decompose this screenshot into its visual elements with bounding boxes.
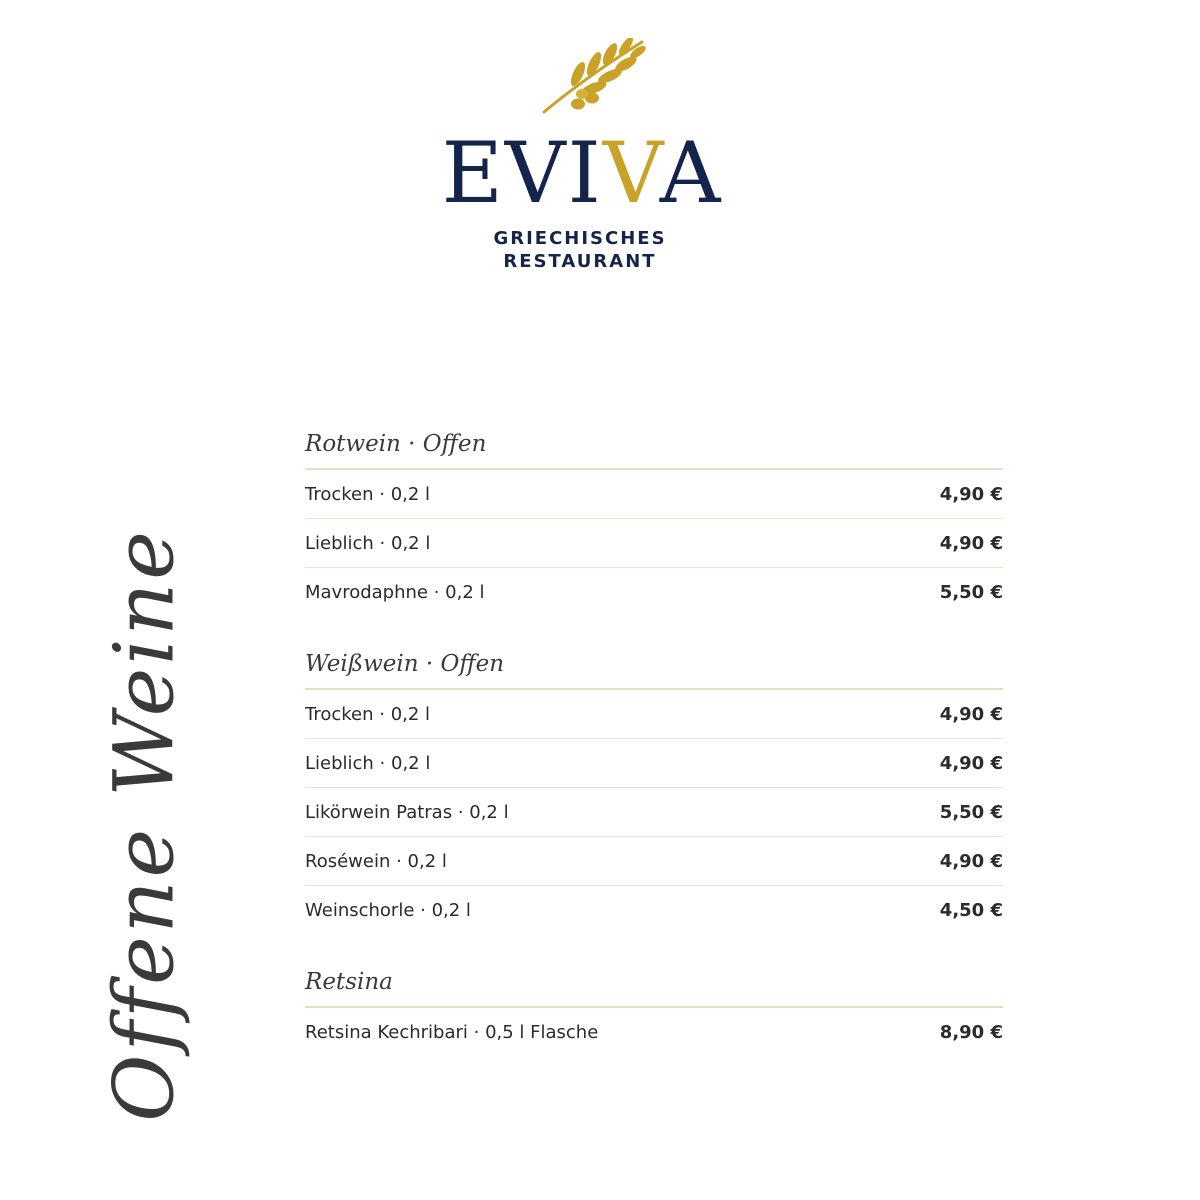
- menu-item: [305, 739, 1003, 788]
- brand-subtitle-line1: GRIECHISCHES: [493, 228, 667, 249]
- item-price: 4,90 €: [939, 850, 1003, 872]
- section-title: Weißwein · Offen: [305, 640, 1003, 690]
- item-name: Lieblich · 0,2 l: [305, 752, 431, 774]
- item-name: Likörwein Patras · 0,2 l: [305, 801, 509, 823]
- side-title: Offene Weine: [97, 528, 193, 1122]
- item-price: 4,90 €: [939, 483, 1003, 505]
- section-rotwein: [305, 420, 1003, 616]
- brand-accent-letter: V: [602, 124, 660, 222]
- menu-item: [305, 1008, 1003, 1056]
- brand-name: [0, 124, 1164, 222]
- item-name: Mavrodaphne · 0,2 l: [305, 581, 485, 603]
- item-name: Weinschorle · 0,2 l: [305, 899, 471, 921]
- item-name: Trocken · 0,2 l: [305, 483, 431, 505]
- olive-branch-icon: [538, 38, 648, 116]
- section-title: Retsina: [305, 958, 1003, 1008]
- brand-main: EVI: [441, 124, 603, 222]
- item-name: Roséwein · 0,2 l: [305, 850, 447, 872]
- item-price: 4,90 €: [939, 703, 1003, 725]
- brand-end: A: [659, 124, 723, 222]
- menu-item: [305, 470, 1003, 519]
- section-retsina: [305, 958, 1003, 1056]
- menu-item: [305, 788, 1003, 837]
- item-price: 4,90 €: [939, 532, 1003, 554]
- menu-item: [305, 519, 1003, 568]
- section-weisswein: [305, 640, 1003, 934]
- menu-item: [305, 568, 1003, 616]
- item-name: Trocken · 0,2 l: [305, 703, 431, 725]
- section-gap: [305, 934, 1003, 958]
- wine-menu: [305, 420, 1003, 1056]
- item-price: 4,50 €: [939, 899, 1003, 921]
- item-price: 5,50 €: [939, 801, 1003, 823]
- brand-subtitle-line2: RESTAURANT: [503, 251, 657, 272]
- item-name: Retsina Kechribari · 0,5 l Flasche: [305, 1021, 599, 1043]
- menu-item: [305, 690, 1003, 739]
- restaurant-logo: [0, 0, 1200, 290]
- item-name: Lieblich · 0,2 l: [305, 532, 431, 554]
- menu-item: [305, 837, 1003, 886]
- section-title: Rotwein · Offen: [305, 420, 1003, 470]
- item-price: 8,90 €: [939, 1021, 1003, 1043]
- item-price: 4,90 €: [939, 752, 1003, 774]
- item-price: 5,50 €: [939, 581, 1003, 603]
- menu-item: [305, 886, 1003, 934]
- section-gap: [305, 616, 1003, 640]
